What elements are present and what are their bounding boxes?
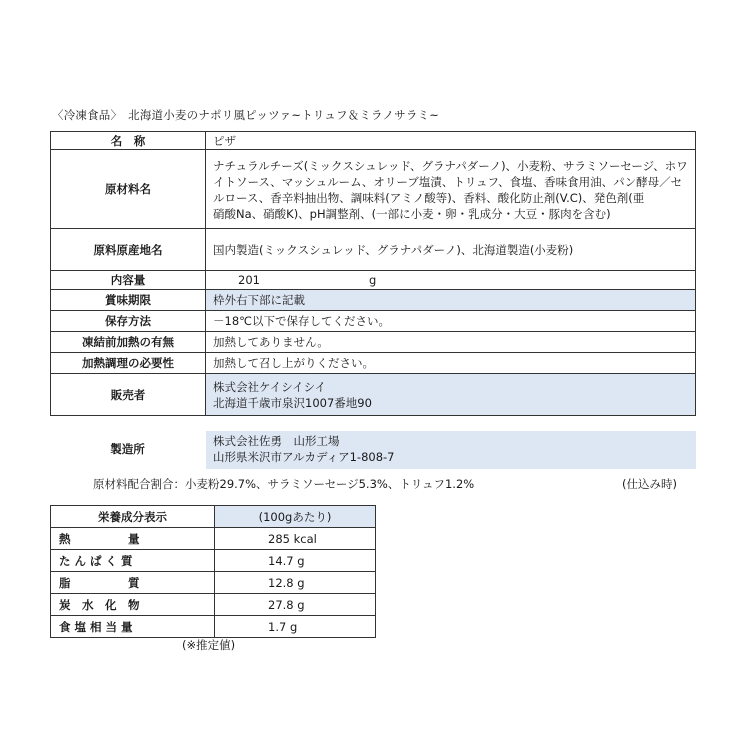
nutrition-key: 熱 量 (51, 528, 215, 550)
row-heated (51, 332, 696, 353)
row-content (51, 271, 696, 290)
nutrition-row (51, 550, 376, 572)
manufacturer-value (206, 431, 696, 469)
seller-address: 北海道千歳市泉沢1007番地90 (213, 395, 372, 410)
best-before-value: 枠外右下部に記載 (206, 290, 696, 311)
product-title: 〈冷凍食品〉 北海道小麦のナポリ風ピッツァ~トリュフ＆ミラノサラミ~ (52, 108, 440, 122)
content-amount: 201 (238, 273, 260, 287)
food-label-table (50, 131, 696, 416)
nutrition-value: 27.8 g (215, 594, 376, 616)
manufacturer-address: 山形県米沢市アルカディア1-808-7 (213, 450, 395, 464)
nutrition-header-value: (100gあたり) (215, 506, 376, 528)
row-ingredients (51, 150, 696, 229)
storage-key: 保存方法 (51, 311, 206, 332)
ingredients-line: イトソース、マッシュルーム、オリーブ塩漬、トリュフ、食塩、香味食用油、パン酵母／セ (213, 175, 683, 189)
row-cooking (51, 353, 696, 374)
nutrition-value: 14.7 g (215, 550, 376, 572)
nutrition-row (51, 594, 376, 616)
nutrition-row (51, 572, 376, 594)
heated-key: 凍結前加熱の有無 (51, 332, 206, 353)
nutrition-table (50, 505, 376, 638)
nutrition-header-key: 栄養成分表示 (51, 506, 215, 528)
ingredients-line: ルロース、香辛料抽出物、調味料(アミノ酸等)、香料、酸化防止剤(V.C)、発色剤(亜 (213, 191, 645, 205)
manufacturer-company: 株式会社佐勇 山形工場 (213, 434, 340, 448)
name-key: 名 称 (51, 132, 206, 150)
heated-value: 加熱してありません。 (206, 332, 696, 353)
origin-value: 国内製造(ミックスシュレッド、グラナパダーノ)、北海道製造(小麦粉) (206, 229, 696, 271)
nutrition-row (51, 528, 376, 550)
nutrition-header-row (51, 506, 376, 528)
nutrition-key: た ん ぱ く 質 (51, 550, 215, 572)
nutrition-key: 炭 水 化 物 (51, 594, 215, 616)
seller-key: 販売者 (51, 374, 206, 416)
name-value: ピザ (206, 132, 696, 150)
cooking-value: 加熱して召し上がりください。 (206, 353, 696, 374)
origin-key: 原料原産地名 (51, 229, 206, 271)
content-value (206, 271, 696, 290)
best-before-key: 賞味期限 (51, 290, 206, 311)
nutrition-key: 脂 質 (51, 572, 215, 594)
nutrition-value: 285 kcal (215, 528, 376, 550)
nutrition-row (51, 616, 376, 638)
storage-value: －18℃以下で保存してください。 (206, 311, 696, 332)
ingredients-line: 硝酸Na、硝酸K)、pH調整剤、(一部に小麦・卵・乳成分・大豆・豚肉を含む) (213, 207, 611, 221)
row-storage (51, 311, 696, 332)
content-unit: g (369, 273, 377, 287)
content-key: 内容量 (51, 271, 206, 290)
nutrition-value: 12.8 g (215, 572, 376, 594)
ingredient-ratio: 原材料配合割合：小麦粉29.7%、サラミソーセージ5.3%、トリュフ1.2% (93, 477, 475, 491)
row-origin (51, 229, 696, 271)
seller-company: 株式会社ケイシイシイ (213, 379, 327, 394)
ingredients-line: ナチュラルチーズ(ミックスシュレッド、グラナパダーノ)、小麦粉、サラミソーセージ、ホワ (213, 159, 688, 173)
nutrition-key: 食 塩 相 当 量 (51, 616, 215, 638)
manufacturer-key: 製造所 (110, 442, 145, 456)
row-best-before (51, 290, 696, 311)
ingredients-key: 原材料名 (51, 150, 206, 229)
nutrition-value: 1.7 g (215, 616, 376, 638)
row-seller (51, 374, 696, 416)
nutrition-note: (※推定値) (182, 638, 236, 652)
row-name (51, 132, 696, 150)
cooking-key: 加熱調理の必要性 (51, 353, 206, 374)
seller-value (206, 374, 696, 416)
ingredient-ratio-note: (仕込み時) (622, 477, 677, 491)
ingredients-value (206, 150, 696, 229)
